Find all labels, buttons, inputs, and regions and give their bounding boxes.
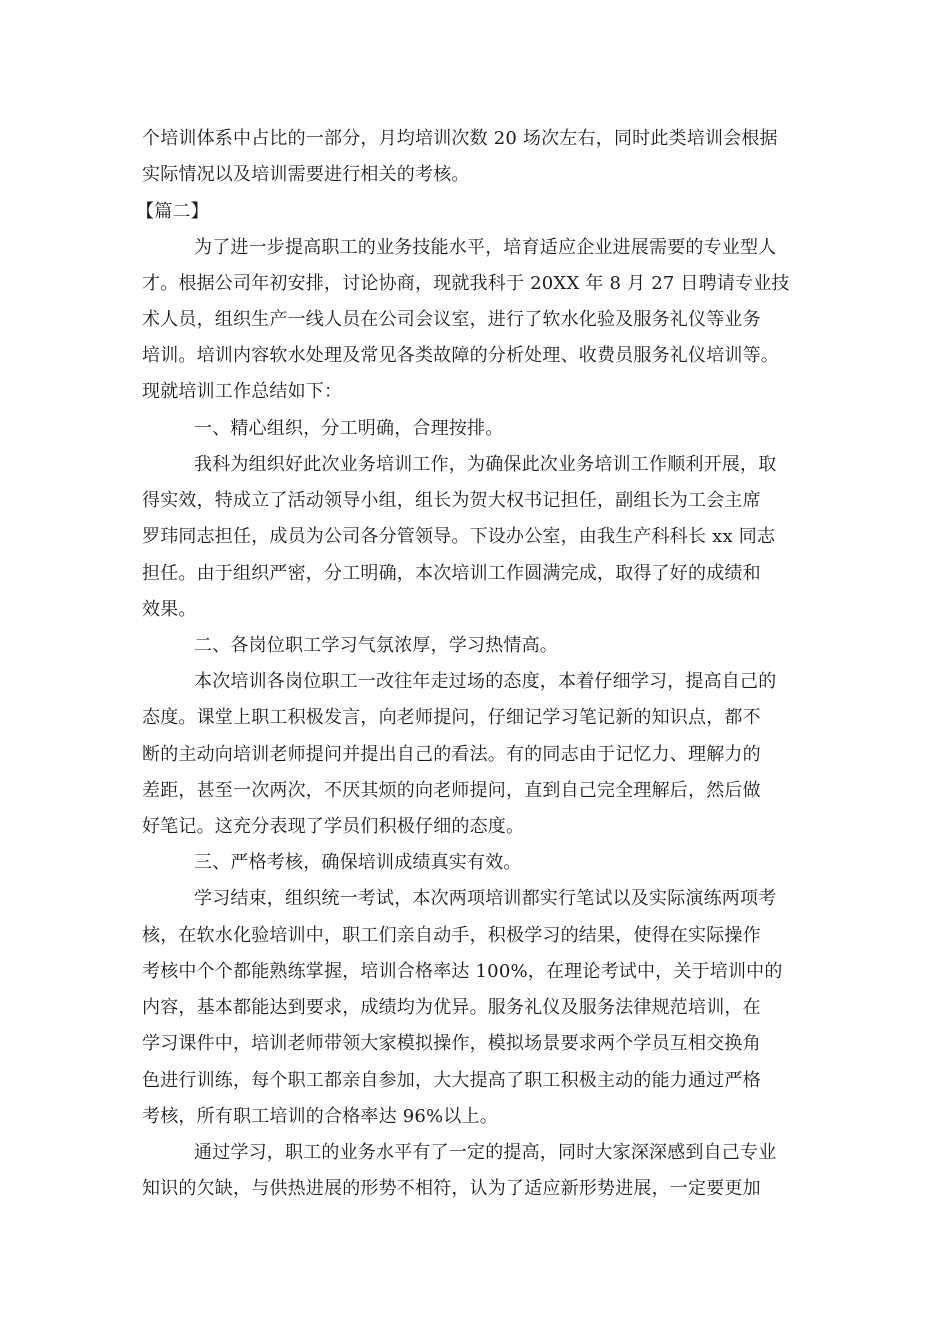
paragraph-line: 态度。课堂上职工积极发言，向老师提问，仔细记学习笔记新的知识点，都不 [142, 707, 761, 728]
paragraph-line: 好笔记。这充分表现了学员们积极仔细的态度。 [142, 816, 525, 837]
paragraph-line: 学习课件中，培训老师带领大家模拟操作，模拟场景要求两个学员互相交换角 [142, 1033, 761, 1054]
paragraph-line: 我科为组织好此次业务培训工作，为确保此次业务培训工作顺利开展，取 [194, 454, 777, 475]
paragraph-line: 知识的欠缺，与供热进展的形势不相符，认为了适应新形势进展，一定要更加 [142, 1178, 761, 1199]
paragraph-line: 才。根据公司年初安排，讨论协商，现就我科于 20XX 年 8 月 27 日聘请专业技 [142, 273, 790, 294]
paragraph-line: 实际情况以及培训需要进行相关的考核。 [142, 164, 470, 185]
paragraph-line: 罗玮同志担任，成员为公司各分管领导。下设办公室，由我生产科科长 xx 同志 [142, 526, 776, 547]
paragraph-line: 个培训体系中占比的一部分，月均培训次数 20 场次左右，同时此类培训会根据 [142, 128, 778, 149]
paragraph-line: 断的主动向培训老师提问并提出自己的看法。有的同志由于记忆力、理解力的 [142, 744, 761, 765]
paragraph-line: 得实效，特成立了活动领导小组，组长为贺大权书记担任，副组长为工会主席 [142, 490, 761, 511]
paragraph-line: 通过学习，职工的业务水平有了一定的提高，同时大家深深感到自己专业 [194, 1142, 777, 1163]
paragraph-line: 现就培训工作总结如下： [142, 381, 343, 402]
paragraph-line: 效果。 [142, 599, 197, 620]
paragraph-line: 担任。由于组织严密，分工明确，本次培训工作圆满完成，取得了好的成绩和 [142, 563, 761, 584]
paragraph-line: 差距，甚至一次两次，不厌其烦的向老师提问，直到自己完全理解后，然后做 [142, 780, 761, 801]
paragraph-line: 学习结束，组织统一考试，本次两项培训都实行笔试以及实际演练两项考 [194, 888, 777, 909]
subheading: 三、严格考核，确保培训成绩真实有效。 [194, 852, 522, 873]
paragraph-line: 培训。培训内容软水处理及常见各类故障的分析处理、收费员服务礼仪培训等。 [142, 345, 779, 366]
paragraph-line: 内容，基本都能达到要求，成绩均为优异。服务礼仪及服务法律规范培训，在 [142, 997, 761, 1018]
paragraph-line: 考核中个个都能熟练掌握，培训合格率达 100%，在理论考试中，关于培训中的 [142, 961, 783, 982]
paragraph-line: 本次培训各岗位职工一改往年走过场的态度，本着仔细学习，提高自己的 [194, 671, 777, 692]
paragraph-line: 考核，所有职工培训的合格率达 96%以上。 [142, 1106, 498, 1127]
paragraph-line: 为了进一步提高职工的业务技能水平，培育适应企业进展需要的专业型人 [194, 237, 777, 258]
paragraph-line: 术人员，组织生产一线人员在公司会议室，进行了软水化验及服务礼仪等业务 [142, 309, 761, 330]
subheading: 二、各岗位职工学习气氛浓厚，学习热情高。 [194, 635, 558, 656]
subheading: 一、精心组织，分工明确，合理按排。 [194, 418, 504, 439]
section-heading: 【篇二】 [136, 201, 209, 222]
paragraph-line: 色进行训练，每个职工都亲自参加，大大提高了职工积极主动的能力通过严格 [142, 1070, 761, 1091]
paragraph-line: 核，在软水化验培训中，职工们亲自动手，积极学习的结果，使得在实际操作 [142, 925, 761, 946]
